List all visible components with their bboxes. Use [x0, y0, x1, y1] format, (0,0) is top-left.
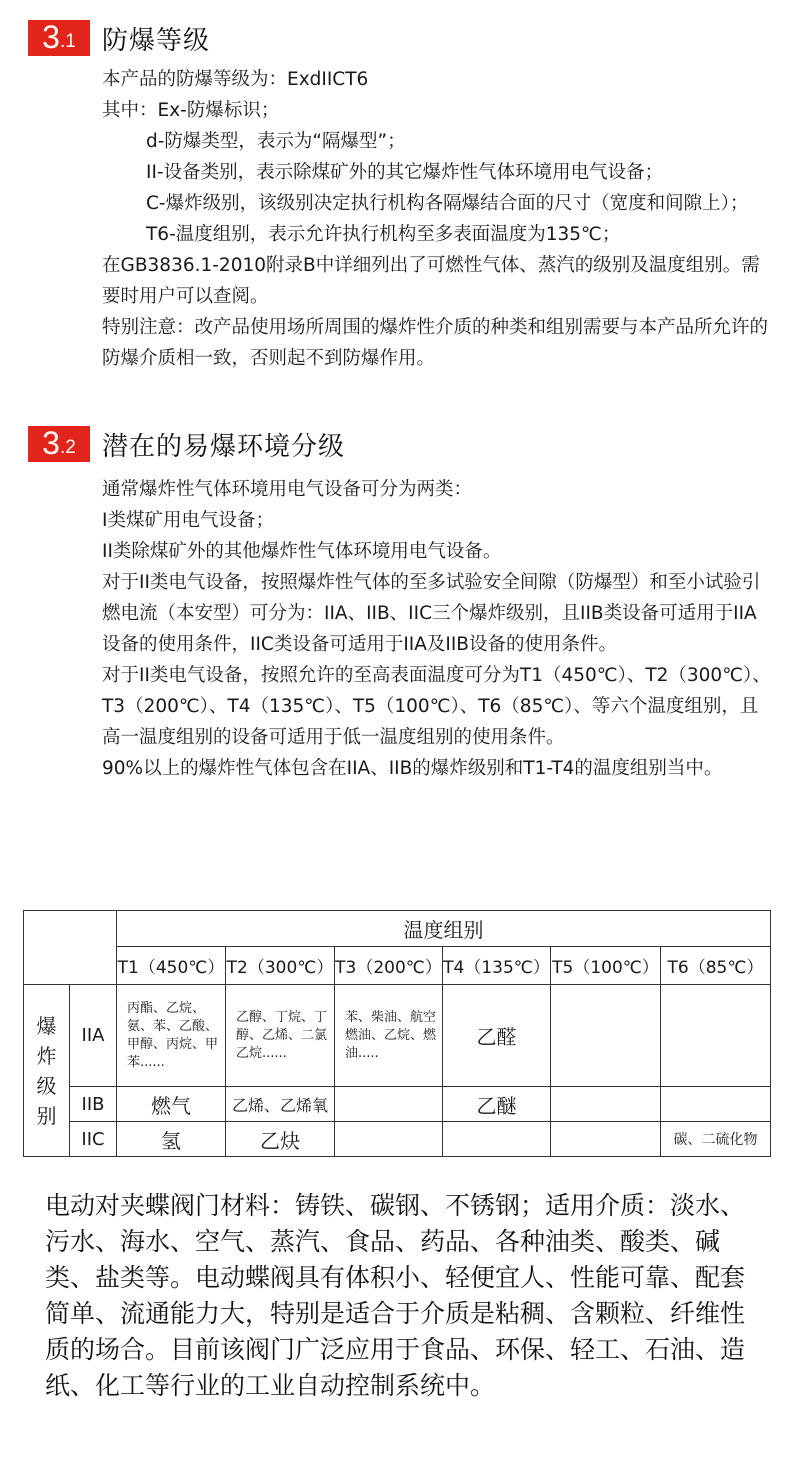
section-1-badge-minor: .1: [59, 31, 76, 52]
table-corner-cell: [24, 911, 117, 985]
table-cell: 碳、二硫化物: [661, 1122, 771, 1157]
row-label-iia: IIA: [70, 985, 117, 1087]
temp-header-t2: T2（300℃）: [226, 947, 335, 985]
explosion-level-char: 级: [36, 1073, 57, 1098]
table-cell: [335, 1087, 443, 1122]
row-label-iic: IIC: [70, 1122, 117, 1157]
section-1-closing: 在GB3836.1-2010附录B中详细列出了可燃性气体、蒸汽的级别及温度组别。需要时用户可以查阅。: [102, 255, 760, 307]
section-1-line: 其中：Ex-防爆标识；: [102, 100, 280, 121]
table-cell: 乙醛: [443, 985, 551, 1087]
valve-description: 电动对夹蝶阀门材料：铸铁、碳钢、不锈钢；适用介质：淡水、污水、海水、空气、蒸汽、食品、药品、各种油类、酸类、碱类、盐类等。电动蝶阀具有体积小、轻便宜人、性能可靠、配套简单、流通能力大，特别是适合于介质是粘稠、含颗粒、纤维性质的场合。目前该阀门广泛应用于食品、环保、轻工、石油、造纸、化工等行业的工业自动控制系统中。: [45, 1191, 746, 1400]
explosion-level-label: [24, 985, 70, 1157]
explosion-level-char: 炸: [36, 1043, 57, 1068]
section-1-closing: 特别注意：改产品使用场所周围的爆炸性介质的种类和组别需要与本产品所允许的防爆介质相一致，否则起不到防爆作用。: [102, 317, 769, 369]
section-2-line: 对于II类电气设备，按照允许的至高表面温度可分为T1（450℃）、T2（300℃）、T3（200℃）、T4（135℃）、T5（100℃）、T6（85℃）、等六个温度组别，且高一温度组别的设备可适用于低一温度组别的使用条件。: [102, 665, 771, 748]
section-2-header: [28, 424, 345, 464]
explosion-level-char: 爆: [36, 1013, 57, 1038]
temp-header-t6: T6（85℃）: [661, 947, 771, 985]
temp-header-t1: T1（450℃）: [117, 947, 226, 985]
section-1-header: [28, 18, 210, 58]
section-1-indented-line: II-设备类别，表示除煤矿外的其它爆炸性气体环境用电气设备；: [146, 162, 664, 183]
table-cell: 乙烯、乙烯氧: [226, 1087, 335, 1122]
table-cell: [661, 1087, 771, 1122]
section-2-body: [102, 474, 772, 784]
section-2-badge-major: 3: [42, 425, 60, 461]
table-cell: [551, 985, 661, 1087]
section-2-line: 90%以上的爆炸性气体包含在IIA、IIB的爆炸级别和T1-T4的温度组别当中。: [102, 758, 723, 779]
table-cell: 燃气: [117, 1087, 226, 1122]
explosion-classification-table: [23, 910, 771, 1157]
table-cell: [551, 1122, 661, 1157]
section-2-badge: [28, 426, 90, 462]
section-1-badge: [28, 20, 90, 56]
section-1-body: [102, 64, 772, 374]
temperature-group-header: 温度组别: [117, 911, 771, 947]
temp-header-t5: T5（100℃）: [551, 947, 661, 985]
section-2-title: 潜在的易爆环境分级: [102, 431, 346, 462]
section-1-indented-line: d-防爆类型，表示为“隔爆型”；: [146, 131, 406, 152]
table-cell: 乙醇、丁烷、丁醇、乙烯、二氯乙烷......: [226, 985, 335, 1087]
section-1-title: 防爆等级: [102, 25, 211, 56]
table-cell: [443, 1122, 551, 1157]
table-cell: [661, 985, 771, 1087]
section-2-line: II类除煤矿外的其他爆炸性气体环境用电气设备。: [102, 541, 502, 562]
section-1-indented-line: T6-温度组别，表示允许执行机构至多表面温度为135℃；: [146, 224, 621, 245]
section-1-indented-line: C-爆炸级别，该级别决定执行机构各隔爆结合面的尺寸（宽度和间隙上）；: [146, 193, 749, 214]
section-2-line: 对于II类电气设备，按照爆炸性气体的至多试验安全间隙（防爆型）和至小试验引燃电流（本安型）可分为：IIA、IIB、IIC三个爆炸级别，且IIB类设备可适用于IIA设备的使用条件，IIC类设备可适用于IIA及IIB设备的使用条件。: [102, 572, 761, 655]
table-cell: 氢: [117, 1122, 226, 1157]
section-2-line: I类煤矿用电气设备；: [102, 510, 274, 531]
section-2-badge-minor: .2: [59, 437, 76, 458]
temp-header-t4: T4（135℃）: [443, 947, 551, 985]
section-1-badge-major: 3: [42, 19, 60, 55]
table-cell: [551, 1087, 661, 1122]
temp-header-t3: T3（200℃）: [335, 947, 443, 985]
section-2-line: 通常爆炸性气体环境用电气设备可分为两类：: [102, 479, 473, 500]
row-label-iib: IIB: [70, 1087, 117, 1122]
table-cell: 丙酯、乙烷、氨、苯、乙酸、甲醇、丙烷、甲苯......: [117, 985, 226, 1087]
section-1-line: 本产品的防爆等级为：ExdIICT6: [102, 69, 369, 90]
table-cell: 乙醚: [443, 1087, 551, 1122]
table-cell: [335, 1122, 443, 1157]
table-cell: 乙炔: [226, 1122, 335, 1157]
explosion-level-char: 别: [36, 1103, 57, 1128]
table-cell: 苯、柴油、航空燃油、乙烷、燃油.....: [335, 985, 443, 1087]
